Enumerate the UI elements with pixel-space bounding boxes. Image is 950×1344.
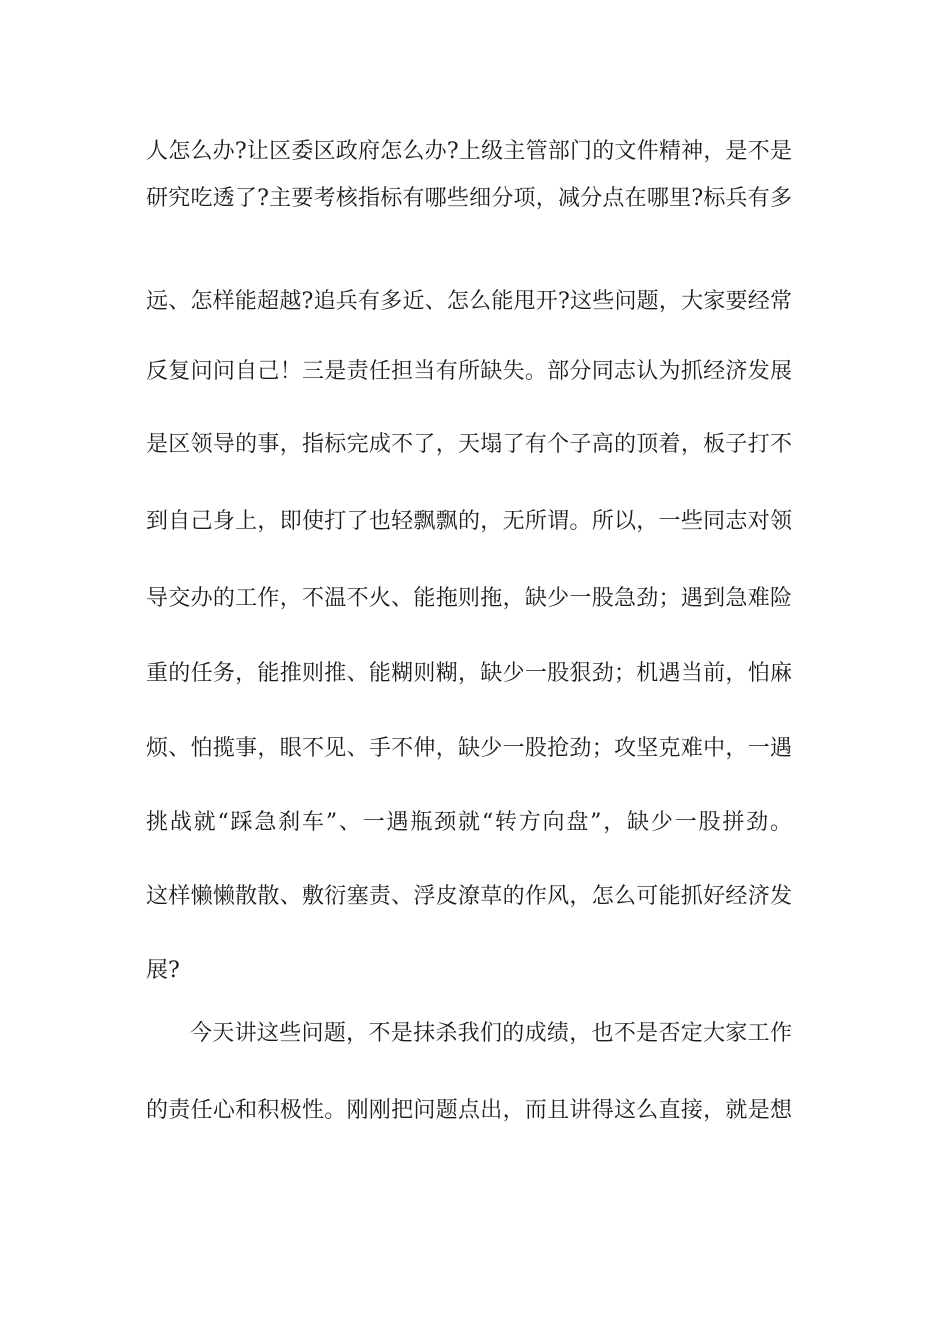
body-text-line: 这样懒懒散散、敷衍塞责、浮皮潦草的作风，怎么可能抓好经济发 [146,884,792,909]
body-text-line: 远、怎样能超越?追兵有多近、怎么能甩开?这些问题，大家要经常 [146,289,792,314]
body-text-line: 展? [146,958,180,983]
body-text-line: 挑战就“踩急刹车”、一遇瓶颈就“转方向盘”，缺少一股拼劲。 [146,810,792,835]
body-text-line: 烦、怕揽事，眼不见、手不伸，缺少一股抢劲；攻坚克难中，一遇 [146,736,792,761]
body-text-line: 人怎么办?让区委区政府怎么办?上级主管部门的文件精神，是不是 [146,139,792,164]
body-text-line: 到自己身上，即使打了也轻飘飘的，无所谓。所以，一些同志对领 [146,509,792,534]
paragraph-first-line: 今天讲这些问题，不是抹杀我们的成绩，也不是否定大家工作 [190,1021,792,1046]
body-text-line: 导交办的工作，不温不火、能拖则拖，缺少一股急劲；遇到急难险 [146,586,792,611]
body-text-line: 是区领导的事，指标完成不了，天塌了有个子高的顶着，板子打不 [146,432,792,457]
body-text-line: 研究吃透了?主要考核指标有哪些细分项，减分点在哪里?标兵有多 [146,186,792,211]
body-text-line: 重的任务，能推则推、能糊则糊，缺少一股狠劲；机遇当前，怕麻 [146,661,792,686]
body-text-line: 的责任心和积极性。刚刚把问题点出，而且讲得这么直接，就是想 [146,1098,792,1123]
body-text-line: 反复问问自己！三是责任担当有所缺失。部分同志认为抓经济发展 [146,359,792,384]
